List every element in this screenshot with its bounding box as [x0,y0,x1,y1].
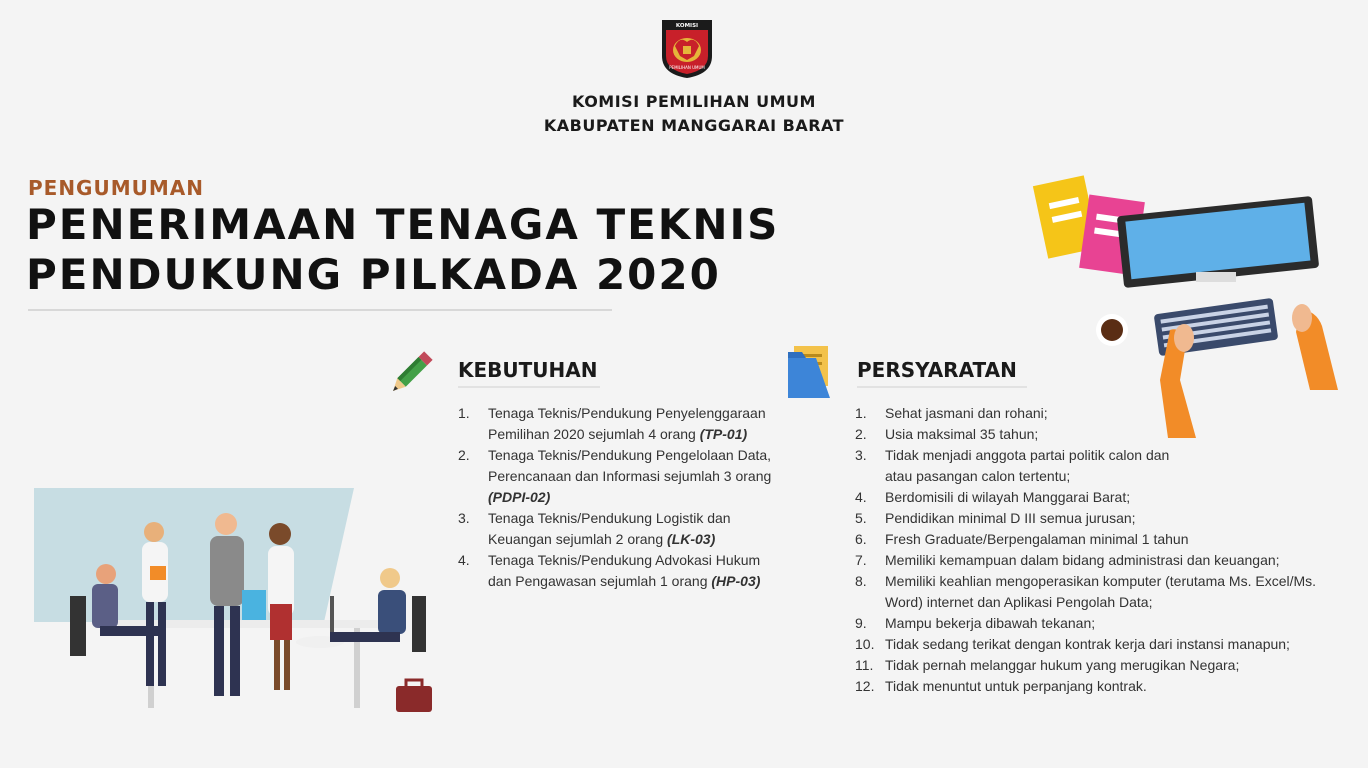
title-line-2: PENDUKUNG PILKADA 2020 [26,250,721,299]
list-item [855,613,1335,634]
persyaratan-divider [857,386,1027,388]
item-number: 8. [855,573,867,589]
item-number: 1. [458,405,470,421]
list-item [855,508,1335,529]
item-text: Tidak menjadi anggota partai politik calon dan atau pasangan calon tertentu; [885,447,1170,484]
item-number: 3. [458,510,470,526]
item-text: Tenaga Teknis/Pendukung Logistik dan Keuangan sejumlah 2 orang [488,510,731,547]
item-text: Sehat jasmani dan rohani; [885,405,1048,421]
list-item [855,571,1325,613]
kpu-logo [658,16,716,80]
list-item [458,550,778,592]
item-text: Memiliki keahlian mengoperasikan komputer (terutama Ms. Excel/Ms. Word) internet dan Aplikasi Pengolah Data; [885,573,1317,610]
list-item [855,655,1335,676]
list-item [458,445,778,508]
item-text: Tenaga Teknis/Pendukung Advokasi Hukum dan Pengawasan sejumlah 1 orang [488,552,761,589]
logo-text-bottom: PEMILIHAN UMUM [669,65,705,70]
kebutuhan-divider [458,386,600,388]
item-text: Mampu bekerja dibawah tekanan; [885,615,1096,631]
logo-text-top: KOMISI [675,23,699,29]
item-number: 2. [458,447,470,463]
item-number: 9. [855,615,867,631]
org-line-2: KABUPATEN MANGGARAI BARAT [543,116,845,135]
workspace-illustration [1010,160,1360,440]
item-text: Memiliki kemampuan dalam bidang administrasi dan keuangan; [885,552,1280,568]
item-number: 4. [855,489,867,505]
list-item [855,487,1335,508]
announcement-title [26,200,779,300]
list-item [855,550,1335,571]
pencil-icon [382,346,438,402]
item-number: 6. [855,531,867,547]
kebutuhan-title: KEBUTUHAN [458,358,598,382]
persyaratan-list [855,403,1335,697]
item-number: 5. [855,510,867,526]
item-number: 4. [458,552,470,568]
item-code: (HP-03) [711,573,761,589]
item-text: Tidak sedang terikat dengan kontrak kerja dari instansi manapun; [885,636,1290,652]
item-number: 1. [855,405,867,421]
list-item [855,529,1335,550]
organization-name [484,90,904,138]
folder-icon [786,344,832,400]
item-code: (TP-01) [699,426,748,442]
list-item [458,403,778,445]
persyaratan-title: PERSYARATAN [857,358,1017,382]
kebutuhan-list [458,403,778,592]
item-text: Pendidikan minimal D III semua jurusan; [885,510,1136,526]
title-line-1: PENERIMAAN TENAGA TEKNIS [26,200,780,249]
item-text: Tenaga Teknis/Pendukung Pengelolaan Data, Perencanaan dan Informasi sejumlah 3 orang [488,447,772,484]
item-text: Usia maksimal 35 tahun; [885,426,1039,442]
item-text: Tidak menuntut untuk perpanjang kontrak. [885,678,1147,694]
item-number: 10. [855,636,875,652]
list-item [855,634,1305,655]
item-number: 3. [855,447,867,463]
item-code: (PDPI-02) [488,489,551,505]
item-number: 11. [855,657,874,673]
list-item [458,508,778,550]
title-divider [28,309,612,311]
item-number: 2. [855,426,867,442]
team-meeting-illustration [30,486,440,716]
org-line-1: KOMISI PEMILIHAN UMUM [572,92,816,111]
item-number: 7. [855,552,867,568]
item-text: Tidak pernah melanggar hukum yang merugikan Negara; [885,657,1240,673]
item-text: Berdomisili di wilayah Manggarai Barat; [885,489,1131,505]
list-item [855,445,1185,487]
announcement-kicker: PENGUMUMAN [28,176,204,200]
item-text: Fresh Graduate/Berpengalaman minimal 1 tahun [885,531,1189,547]
item-text: Tenaga Teknis/Pendukung Penyelenggaraan Pemilihan 2020 sejumlah 4 orang [488,405,766,442]
item-number: 12. [855,678,875,694]
item-code: (LK-03) [667,531,716,547]
list-item [855,676,1335,697]
